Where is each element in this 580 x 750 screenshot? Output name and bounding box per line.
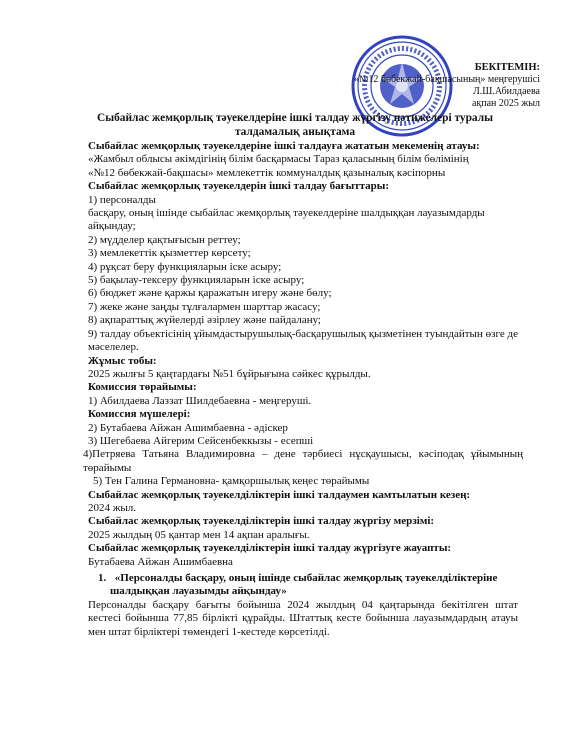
members-heading: Комиссия мүшелері: bbox=[88, 408, 191, 421]
responsible-name: Бутабаева Айжан Ашимбаевна bbox=[88, 555, 233, 568]
org-heading: Сыбайлас жемқорлық тәуекелдеріне ішкі талдауға жататын мекеменің атауы: bbox=[88, 140, 480, 152]
chair-name: 1) Абилдаева Лаззат Шилдебаевна - меңгеруші. bbox=[88, 394, 312, 407]
directions-heading: Сыбайлас жемқорлық тәуекелдерін ішкі талдау бағыттары: bbox=[88, 180, 390, 193]
direction-item: 6) бюджет және қаржы қаражатын игеру және бөлу; bbox=[88, 287, 332, 300]
direction-item: 1) персоналды bbox=[88, 193, 156, 206]
approval-position: «№12 бөбекжай-бақшасының» меңгерушісі bbox=[353, 74, 540, 85]
member-item: 5) Тен Галина Германовна- қамқоршылық кеңес төрайымы bbox=[93, 475, 370, 488]
approval-block bbox=[354, 62, 540, 110]
term-heading: Сыбайлас жемқорлық тәуекелділіктерін ішкі талдау жүргізу мерзімі: bbox=[88, 515, 435, 528]
section-1-heading-line-2: шалдыққан лауазымды айқындау» bbox=[110, 585, 287, 598]
period-value: 2024 жыл. bbox=[88, 501, 136, 514]
responsible-heading: Сыбайлас жемқорлық тәуекелділіктерін ішкі талдау жүргізуге жауапты: bbox=[88, 542, 452, 555]
approval-signatory: Л.Ш.Абилдаева bbox=[472, 86, 540, 97]
direction-item: басқару, оның ішінде сыбайлас жемқорлық тәуекелдеріне шалдыққан лауазымдарды айқындау; bbox=[88, 207, 485, 233]
section-1-paragraph: Персоналды басқару бағыты бойынша 2024 жылдың 04 қаңтарында бекітілген штат кестесі бойынша 77,85 бірлікті құрайды. Штаттық кесте бойынша лауазымдардың атауы мен штат бірліктері төмендегі 1-кестеде көрсетілді. bbox=[88, 598, 518, 638]
member-item: 2) Бутабаева Айжан Ашимбаевна - әдіскер bbox=[88, 421, 288, 434]
term-value: 2025 жылдың 05 қантар мен 14 ақпан аралығы. bbox=[88, 528, 310, 541]
direction-item: 2) мүдделер қақтығысын реттеу; bbox=[88, 233, 241, 246]
direction-item: 7) жеке және заңды тұлғалармен шарттар жасасу; bbox=[88, 300, 321, 313]
title-line-2: талдамалық анықтама bbox=[234, 125, 356, 138]
direction-item: 9) талдау объектісінің ұйымдастырушылық-басқарушылық қызметінен туындайтын өзге де мәселелер. bbox=[88, 327, 518, 354]
section-1-heading bbox=[88, 572, 508, 585]
title-line-1: Сыбайлас жемқорлық тәуекелдеріне ішкі талдау жүргізу нәтижелері туралы bbox=[96, 112, 494, 124]
org-line-2: «№12 бөбекжай-бақшасы» мемлекеттік коммуналдық қазыналық кәсіпорны bbox=[88, 166, 446, 179]
direction-item: 8) ақпараттық жүйелерді әзірлеу және пайдалану; bbox=[88, 314, 321, 327]
direction-item: 4) рұқсат беру функцияларын іске асыру; bbox=[88, 260, 282, 273]
document-title bbox=[60, 112, 530, 139]
member-item: 4)Петряева Татьяна Владимировна – дене тәрбиесі нұсқаушысы, кәсіподақ ұйымының төрайымы bbox=[83, 448, 523, 474]
direction-item: 3) мемлекеттік қызметтер көрсету; bbox=[88, 247, 251, 260]
org-line-1: «Жамбыл облысы әкімдігінің білім басқармасы Тараз қаласының білім бөлімінің bbox=[88, 153, 469, 166]
approval-title: БЕКІТЕМІН: bbox=[474, 62, 540, 73]
section-1-heading-line-1: «Персоналды басқару, оның ішінде сыбайлас жемқорлық тәуекелділіктеріне bbox=[114, 572, 498, 584]
section-1 bbox=[88, 572, 518, 639]
working-group-text: 2025 жылғы 5 қаңтардағы №51 бұйрығына сәйкес құрылды. bbox=[88, 367, 371, 380]
section-1-number: 1. bbox=[98, 572, 107, 584]
approval-date: ақпан 2025 жыл bbox=[471, 98, 540, 109]
working-group-heading: Жұмыс тобы: bbox=[88, 354, 157, 367]
document-body bbox=[83, 140, 523, 569]
direction-item: 5) бақылау-тексеру функцияларын іске асыру; bbox=[88, 274, 305, 287]
chair-heading: Комиссия төрайымы: bbox=[88, 381, 197, 394]
member-item: 3) Шегебаева Айгерим Сейсенбеккызы - есепші bbox=[88, 434, 314, 447]
period-heading: Сыбайлас жемқорлық тәуекелділіктерін ішкі талдаумен камтылатын кезең: bbox=[88, 488, 471, 501]
